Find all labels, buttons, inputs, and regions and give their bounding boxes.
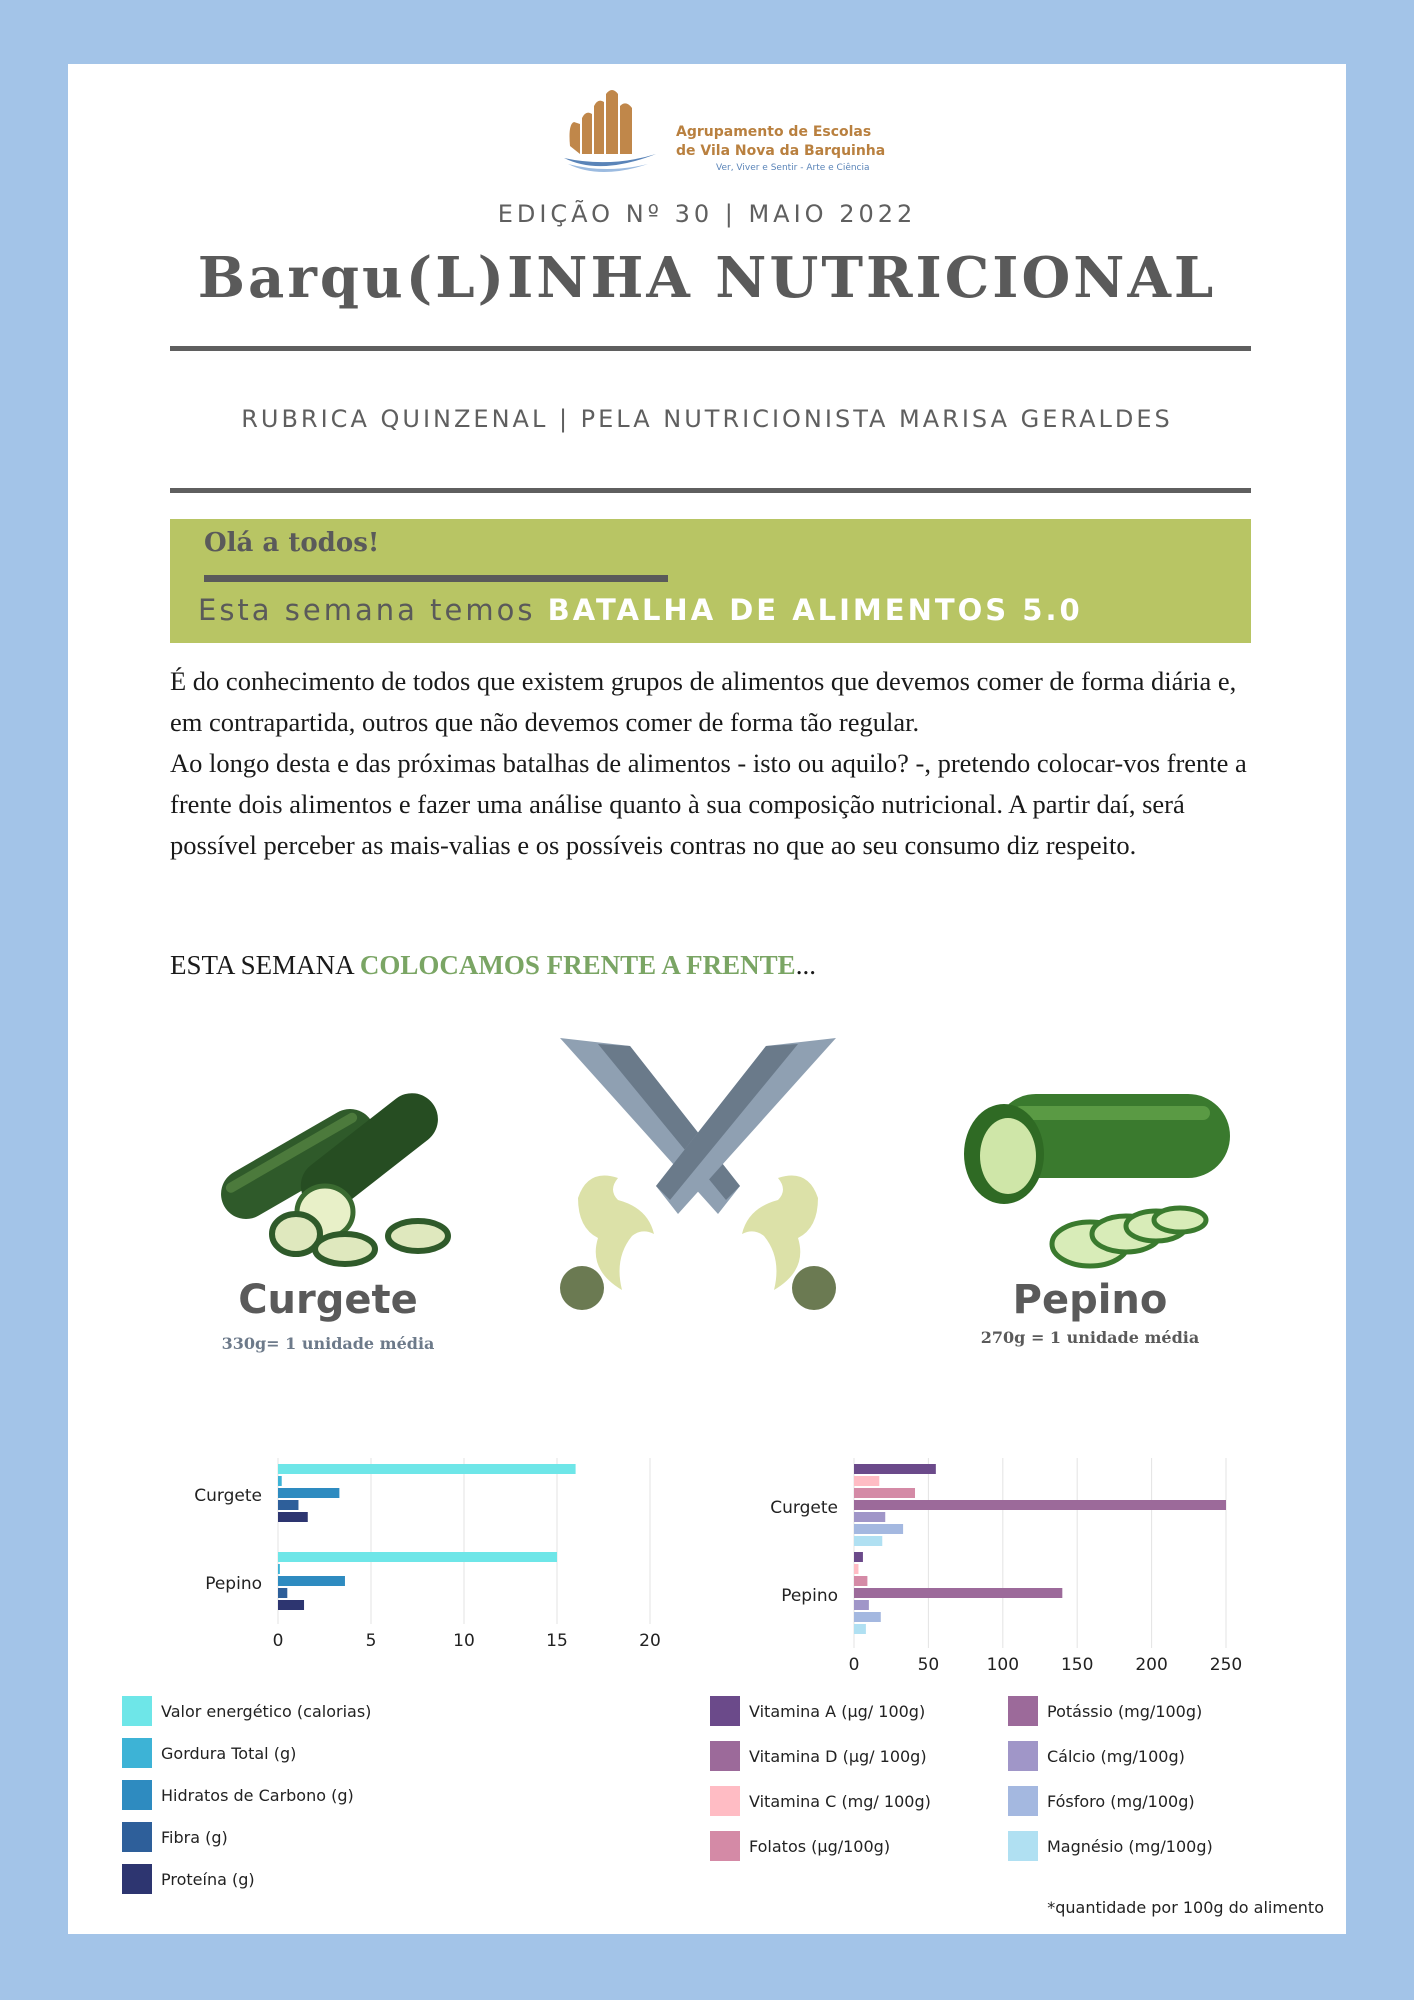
legend-label: Gordura Total (g) [161, 1743, 297, 1763]
x-tick-label: 10 [453, 1631, 475, 1651]
legend-swatch [122, 1864, 152, 1894]
legend-item [710, 1831, 931, 1861]
x-tick-label: 0 [848, 1655, 860, 1675]
x-tick-label: 15 [546, 1631, 568, 1651]
bar [854, 1600, 869, 1610]
cucumber-icon [958, 1074, 1238, 1274]
legend-swatch [122, 1822, 152, 1852]
newsletter-page [68, 64, 1346, 1934]
bar [278, 1464, 576, 1474]
intro-paragraph-1: É do conhecimento de todos que existem grupos de alimentos que devemos comer de forma diária e, em contrapartida, outros que não devemos comer de forma tão regular. [170, 666, 1237, 737]
legend-label: Vitamina D (µg/ 100g) [749, 1746, 927, 1766]
legend-label: Valor energético (calorias) [161, 1701, 372, 1721]
logo-title-line1: Agrupamento de Escolas [676, 124, 872, 140]
intro-banner [170, 519, 1251, 643]
category-label: Curgete [770, 1498, 838, 1518]
x-tick-label: 200 [1135, 1655, 1168, 1675]
legend-swatch [122, 1738, 152, 1768]
zucchini-icon [203, 1084, 463, 1264]
legend-vitamins [710, 1696, 931, 1876]
face-off-lead: ESTA SEMANA COLOCAMOS FRENTE A FRENTE... [170, 950, 816, 980]
x-tick-label: 5 [365, 1631, 377, 1651]
legend-label: Fósforo (mg/100g) [1047, 1791, 1195, 1811]
legend-swatch [1008, 1741, 1038, 1771]
legend-label: Potássio (mg/100g) [1047, 1701, 1203, 1721]
food-name-left: Curgete [238, 1277, 418, 1323]
bottom-divider [170, 488, 1251, 493]
banner-underline [204, 575, 668, 582]
bar [278, 1512, 308, 1522]
category-label: Pepino [781, 1586, 838, 1606]
rubric-label: RUBRICA QUINZENAL | PELA NUTRICIONISTA MARISA GERALDES [241, 405, 1173, 433]
legend-item [122, 1738, 371, 1768]
legend-label: Vitamina A (µg/ 100g) [749, 1701, 926, 1721]
bar [854, 1588, 1062, 1598]
food-portion-right: 270g = 1 unidade média [980, 1328, 1200, 1347]
bar [278, 1476, 282, 1486]
school-logo-icon [560, 84, 660, 184]
food-name-right: Pepino [1012, 1277, 1168, 1323]
legend-item [122, 1864, 371, 1894]
x-tick-label: 0 [272, 1631, 284, 1651]
logo-tagline: Ver, Viver e Sentir - Arte e Ciência [716, 163, 870, 173]
bar [278, 1588, 287, 1598]
legend-swatch [122, 1696, 152, 1726]
legend-minerals [1008, 1696, 1213, 1876]
legend-swatch [122, 1780, 152, 1810]
x-tick-label: 20 [639, 1631, 661, 1651]
legend-label: Vitamina C (mg/ 100g) [749, 1791, 931, 1811]
bar [854, 1576, 867, 1586]
logo-title-line2: de Vila Nova da Barquinha [676, 143, 886, 159]
x-tick-label: 150 [1060, 1655, 1094, 1675]
legend-item [122, 1780, 371, 1810]
legend-swatch [1008, 1831, 1038, 1861]
legend-item [710, 1696, 931, 1726]
bar [278, 1576, 345, 1586]
legend-item [1008, 1831, 1213, 1861]
legend-swatch [710, 1741, 740, 1771]
crossed-swords-icon [558, 1038, 838, 1310]
legend-label: Folatos (µg/100g) [749, 1836, 891, 1856]
legend-item [710, 1786, 931, 1816]
intro-text [170, 661, 1251, 866]
x-tick-label: 100 [986, 1655, 1020, 1675]
bar [854, 1488, 915, 1498]
footnote: *quantidade por 100g do alimento [1047, 1898, 1324, 1917]
battle-heading: Esta semana temos BATALHA DE ALIMENTOS 5.0 [198, 593, 1083, 627]
bar [278, 1552, 557, 1562]
legend-label: Cálcio (mg/100g) [1047, 1746, 1185, 1766]
legend-swatch [710, 1786, 740, 1816]
page-title: Barqu(L)INHA NUTRICIONAL [197, 245, 1217, 311]
legend-macronutrients [122, 1696, 371, 1906]
bar [854, 1624, 866, 1634]
legend-swatch [1008, 1786, 1038, 1816]
bar [278, 1564, 280, 1574]
category-label: Pepino [205, 1574, 262, 1594]
bar [854, 1612, 881, 1622]
bar [278, 1500, 298, 1510]
legend-label: Magnésio (mg/100g) [1047, 1836, 1213, 1856]
category-label: Curgete [194, 1486, 262, 1506]
legend-item [1008, 1786, 1213, 1816]
legend-item [1008, 1741, 1213, 1771]
bar [854, 1500, 1226, 1510]
bar [854, 1564, 858, 1574]
legend-item [122, 1696, 371, 1726]
legend-label: Proteína (g) [161, 1869, 255, 1889]
top-divider [170, 346, 1251, 351]
legend-label: Fibra (g) [161, 1827, 228, 1847]
bar [854, 1524, 903, 1534]
bar [854, 1552, 863, 1562]
edition-label: EDIÇÃO Nº 30 | MAIO 2022 [497, 200, 917, 228]
bar [854, 1464, 936, 1474]
intro-paragraph-2: Ao longo desta e das próximas batalhas de alimentos - isto ou aquilo? -, pretendo colocar-vos frente a frente dois alimentos e fazer uma análise quanto à sua composição nutricional. A partir daí, será possível perceber as mais-valias e os possíveis contras no que ao seu consumo diz respeito. [170, 748, 1247, 860]
bar [854, 1536, 882, 1546]
legend-item [122, 1822, 371, 1852]
bar [278, 1600, 304, 1610]
bar [278, 1488, 339, 1498]
legend-swatch [710, 1696, 740, 1726]
legend-item [1008, 1696, 1213, 1726]
bar [854, 1476, 879, 1486]
legend-label: Hidratos de Carbono (g) [161, 1785, 354, 1805]
greeting: Olá a todos! [204, 528, 380, 558]
legend-swatch [1008, 1696, 1038, 1726]
x-tick-label: 50 [917, 1655, 940, 1675]
legend-swatch [710, 1831, 740, 1861]
legend-item [710, 1741, 931, 1771]
food-portion-left: 330g= 1 unidade média [221, 1334, 435, 1353]
bar [854, 1512, 885, 1522]
x-tick-label: 250 [1209, 1655, 1243, 1675]
